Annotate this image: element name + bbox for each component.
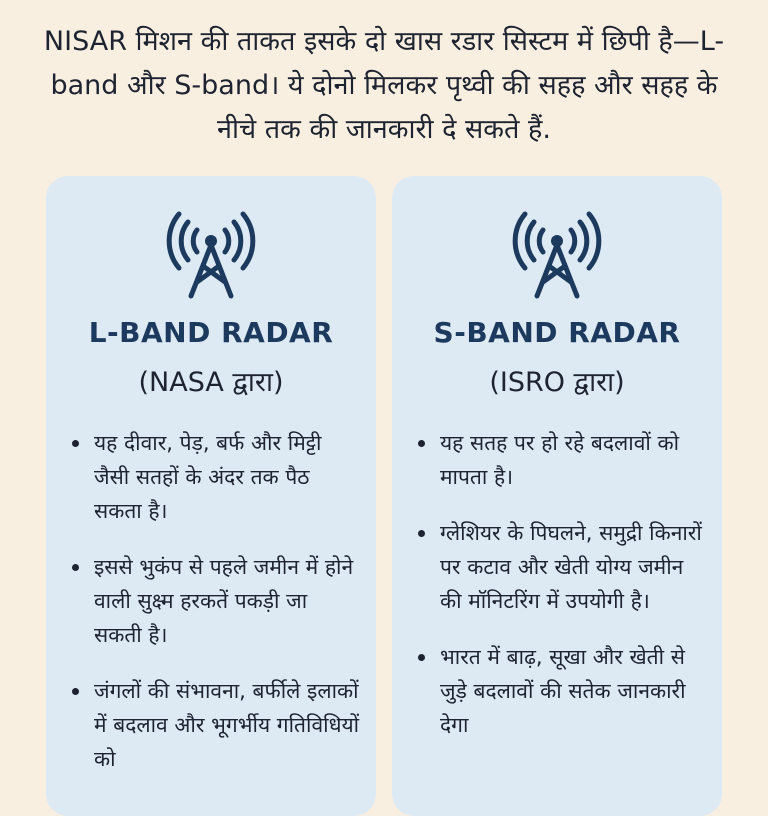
list-item (418, 640, 706, 742)
list-item-text: भारत में बाढ़, सूखा और खेती से जुड़े बदलावों की सतेक जानकारी देगा (440, 645, 686, 737)
l-band-card (46, 176, 376, 816)
radio-tower-icon (161, 200, 261, 300)
radio-tower-icon (507, 200, 607, 300)
bullet-list (72, 426, 360, 798)
bullet-list (418, 426, 706, 764)
list-item-text: इससे भुकंप से पहले जमीन में होने वाली सुक्ष्म हरकतें पकड़ी जा सकती है। (94, 555, 354, 647)
intro-text: NISAR मिशन की ताकत इसके दो खास रडार सिस्टम में छिपी है—L-band और S-band। ये दोनो मिलकर पृथ्वी की सहह और सहह के नीचे तक की जानकारी दे सकते हैं. (43, 26, 725, 145)
card-title: L-BAND RADAR (88, 316, 334, 349)
list-item-text: यह सतह पर हो रहे बदलावों को मापता है। (440, 431, 680, 489)
card-subtitle: (NASA द्वारा) (138, 367, 284, 398)
s-band-card (392, 176, 722, 816)
card-subtitle: (ISRO द्वारा) (489, 367, 625, 398)
list-item (418, 426, 706, 494)
list-item-text: यह दीवार, पेड़, बर्फ और मिट्टी जैसी सतहों के अंदर तक पैठ सकता है। (94, 431, 322, 523)
list-item-text: जंगलों की संभावना, बर्फीले इलाकों में बदलाव और भूगर्भीय गतिविधियों को (94, 679, 360, 771)
list-item (72, 426, 360, 528)
list-item-text: ग्लेशियर के पिघलने, समुद्री किनारों पर कटाव और खेती योग्य जमीन की मॉनिटरिंग में उपयोगी है। (440, 521, 702, 613)
list-item (72, 550, 360, 652)
card-title: S-BAND RADAR (433, 316, 681, 349)
list-item (418, 516, 706, 618)
list-item (72, 674, 360, 776)
